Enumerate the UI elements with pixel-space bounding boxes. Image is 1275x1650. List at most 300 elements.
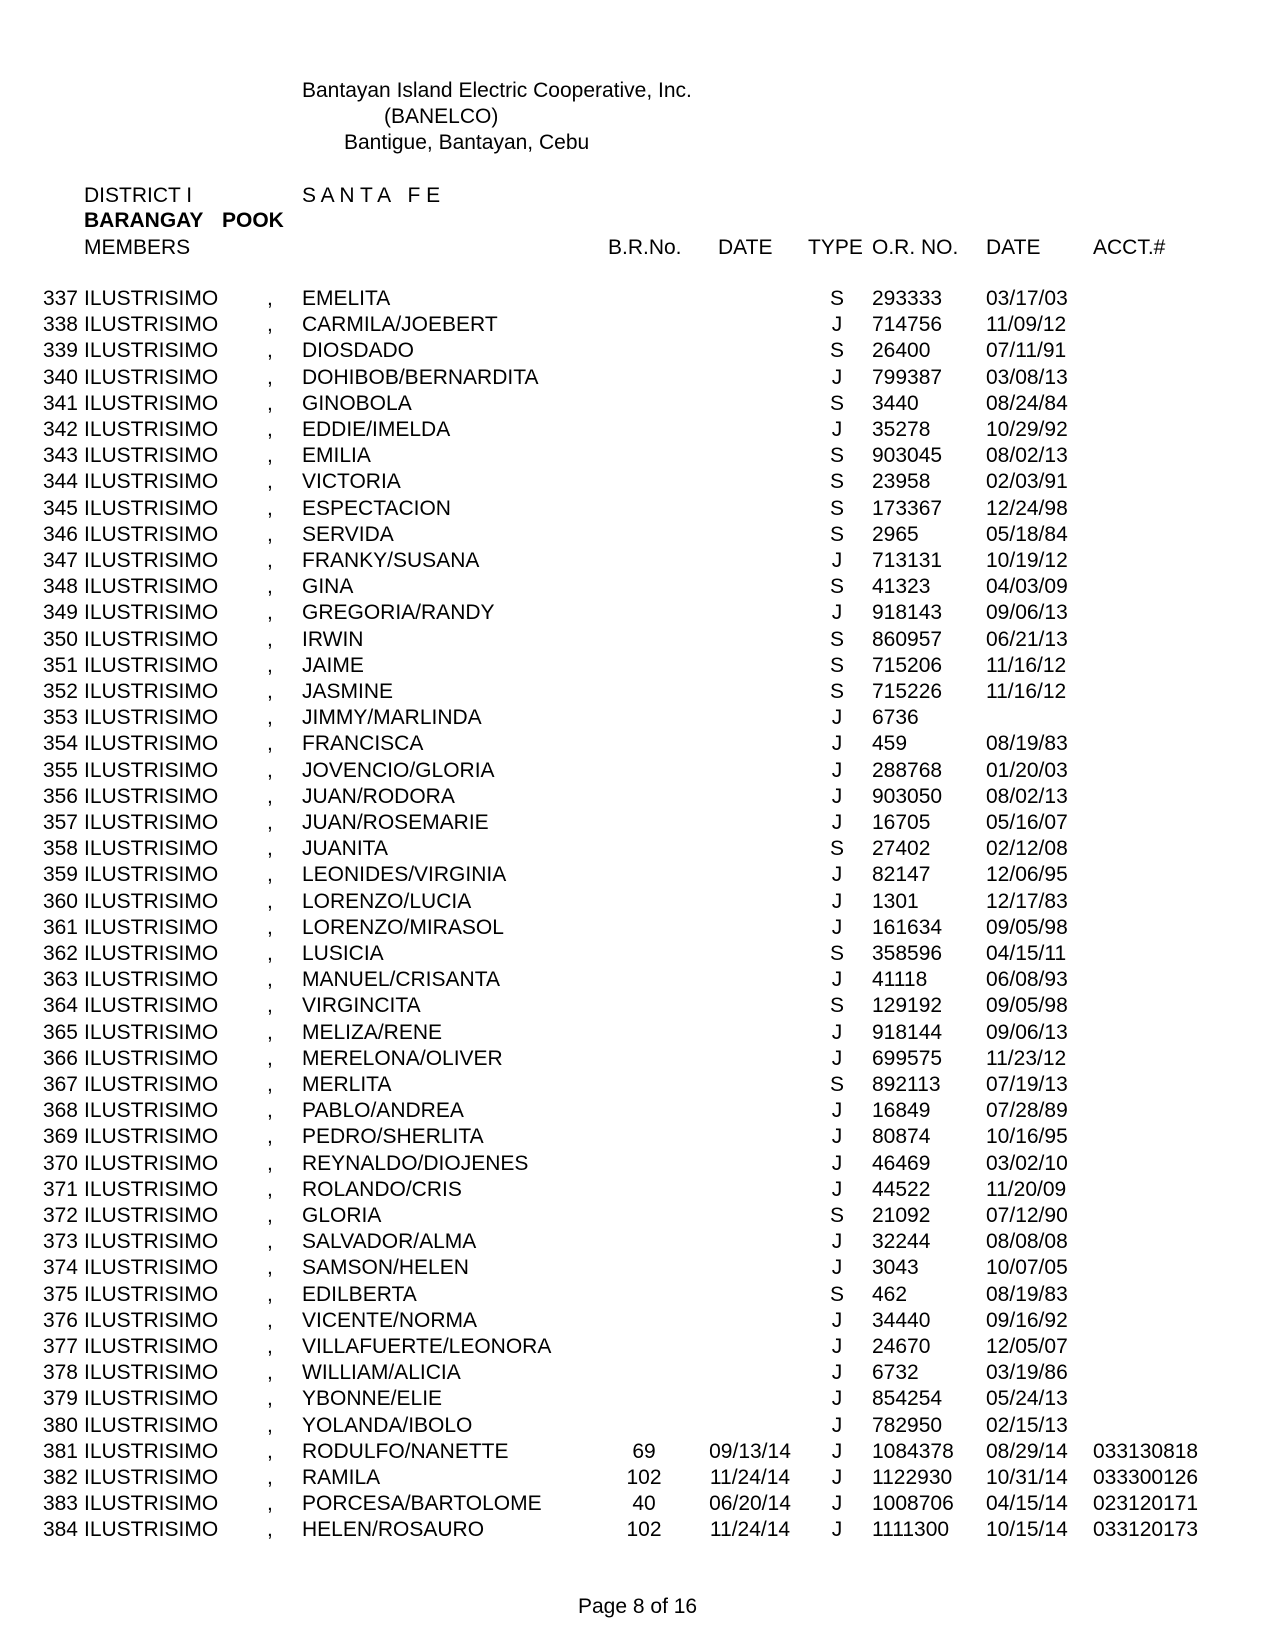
or-date: 04/15/11: [986, 942, 1067, 965]
name-separator: ,: [267, 1518, 273, 1542]
table-row: [0, 1362, 1275, 1388]
member-first-names: ROLANDO/CRIS: [302, 1177, 462, 1201]
member-first-names: FRANCISCA: [302, 732, 424, 756]
row-number: 356: [42, 784, 78, 808]
or-date: 11/20/09: [986, 1177, 1067, 1201]
name-separator: ,: [267, 680, 273, 703]
name-separator: ,: [267, 1046, 273, 1070]
or-date: 03/08/13: [986, 365, 1068, 389]
or-number: 2965: [872, 522, 919, 546]
or-date: 08/02/13: [986, 444, 1068, 468]
member-first-names: JAIME: [302, 653, 364, 677]
name-separator: ,: [267, 1151, 273, 1175]
or-number: 713131: [872, 549, 943, 572]
row-number: 347: [42, 549, 78, 572]
membership-type: S: [829, 1204, 844, 1227]
account-number: 023120171: [1093, 1492, 1199, 1516]
column-header-br-no: B.R.No.: [608, 236, 682, 259]
member-first-names: VILLAFUERTE/LEONORA: [302, 1335, 552, 1358]
member-last-name: ILUSTRISIMO: [84, 732, 219, 756]
table-row: [0, 943, 1275, 969]
or-date: 05/16/07: [986, 811, 1068, 834]
row-number: 384: [42, 1518, 78, 1542]
membership-type: S: [829, 391, 844, 415]
table-row: [0, 995, 1275, 1021]
or-number: 892113: [872, 1073, 941, 1096]
member-first-names: VICTORIA: [302, 470, 401, 494]
name-separator: ,: [267, 1020, 273, 1044]
table-row: [0, 340, 1275, 366]
or-number: 918144: [872, 1020, 943, 1044]
table-row: [0, 550, 1275, 576]
or-number: 26400: [872, 339, 931, 363]
membership-type: J: [831, 1439, 843, 1463]
row-number: 372: [42, 1204, 78, 1227]
or-number: 6736: [872, 706, 919, 730]
membership-type: S: [829, 680, 844, 703]
table-row: [0, 393, 1275, 419]
account-number: 033300126: [1093, 1466, 1199, 1489]
member-last-name: ILUSTRISIMO: [84, 1387, 219, 1411]
row-number: 370: [42, 1151, 78, 1175]
row-number: 346: [42, 522, 78, 546]
member-last-name: ILUSTRISIMO: [84, 968, 219, 992]
or-date: 08/19/83: [986, 1282, 1068, 1306]
or-date: 08/19/83: [986, 732, 1068, 756]
name-separator: ,: [267, 1125, 273, 1149]
table-row: [0, 471, 1275, 497]
membership-type: J: [831, 889, 843, 913]
row-number: 368: [42, 1099, 78, 1123]
column-header-date: DATE: [718, 236, 773, 259]
name-separator: ,: [267, 811, 273, 834]
membership-type: J: [831, 418, 843, 441]
name-separator: ,: [267, 522, 273, 546]
member-last-name: ILUSTRISIMO: [84, 313, 219, 337]
member-last-name: ILUSTRISIMO: [84, 1335, 219, 1358]
member-last-name: ILUSTRISIMO: [84, 1099, 219, 1123]
name-separator: ,: [267, 1492, 273, 1516]
membership-type: J: [831, 1177, 843, 1201]
row-number: 380: [42, 1413, 78, 1437]
membership-type: J: [831, 1230, 843, 1254]
br-number: 102: [626, 1466, 662, 1489]
member-last-name: ILUSTRISIMO: [84, 1492, 219, 1516]
membership-type: S: [829, 837, 844, 861]
or-date: 09/16/92: [986, 1308, 1068, 1332]
or-date: 10/15/14: [986, 1518, 1068, 1542]
membership-type: J: [831, 1361, 843, 1385]
row-number: 361: [42, 915, 78, 939]
member-first-names: GINA: [302, 575, 354, 599]
membership-type: J: [831, 915, 843, 939]
membership-type: J: [831, 1256, 843, 1280]
member-first-names: EDDIE/IMELDA: [302, 418, 451, 441]
name-separator: ,: [267, 339, 273, 363]
or-number: 44522: [872, 1177, 931, 1201]
table-row: [0, 1388, 1275, 1414]
or-number: 1122930: [872, 1466, 953, 1489]
name-separator: ,: [267, 732, 273, 756]
org-abbreviation: (BANELCO): [384, 105, 499, 128]
column-header-or-date: DATE: [986, 236, 1041, 259]
membership-type: J: [831, 863, 843, 887]
or-date: 07/28/89: [986, 1099, 1068, 1123]
row-number: 367: [42, 1073, 78, 1096]
member-first-names: PORCESA/BARTOLOME: [302, 1492, 542, 1516]
member-last-name: ILUSTRISIMO: [84, 653, 219, 677]
table-row: [0, 1441, 1275, 1467]
name-separator: ,: [267, 784, 273, 808]
member-last-name: ILUSTRISIMO: [84, 1413, 219, 1437]
or-date: 08/08/08: [986, 1230, 1068, 1254]
or-number: 715206: [872, 653, 943, 677]
member-last-name: ILUSTRISIMO: [84, 365, 219, 389]
name-separator: ,: [267, 915, 273, 939]
member-last-name: ILUSTRISIMO: [84, 1230, 219, 1254]
row-number: 339: [42, 339, 78, 363]
table-row: [0, 812, 1275, 838]
member-first-names: GLORIA: [302, 1204, 382, 1227]
member-first-names: JUAN/RODORA: [302, 784, 455, 808]
name-separator: ,: [267, 758, 273, 782]
or-date: 07/12/90: [986, 1204, 1068, 1227]
or-date: 01/20/03: [986, 758, 1068, 782]
member-last-name: ILUSTRISIMO: [84, 339, 219, 363]
or-date: 10/29/92: [986, 418, 1068, 441]
table-row: [0, 288, 1275, 314]
membership-type: S: [829, 575, 844, 599]
member-first-names: RAMILA: [302, 1466, 381, 1489]
or-number: 16849: [872, 1099, 931, 1123]
row-number: 353: [42, 706, 78, 730]
member-last-name: ILUSTRISIMO: [84, 1518, 219, 1542]
member-last-name: ILUSTRISIMO: [84, 1308, 219, 1332]
member-first-names: MANUEL/CRISANTA: [302, 968, 500, 992]
name-separator: ,: [267, 942, 273, 965]
or-number: 699575: [872, 1046, 943, 1070]
name-separator: ,: [267, 1256, 273, 1280]
member-last-name: ILUSTRISIMO: [84, 444, 219, 468]
or-date: 09/05/98: [986, 915, 1068, 939]
or-date: 09/06/13: [986, 601, 1068, 625]
or-number: 41118: [872, 968, 928, 992]
row-number: 366: [42, 1046, 78, 1070]
member-first-names: CARMILA/JOEBERT: [302, 313, 498, 337]
membership-type: S: [829, 496, 844, 520]
or-date: 08/24/84: [986, 391, 1068, 415]
or-date: 11/16/12: [986, 680, 1067, 703]
or-date: 06/08/93: [986, 968, 1068, 992]
row-number: 362: [42, 942, 78, 965]
column-header-type: TYPE: [808, 236, 863, 259]
column-header-members: MEMBERS: [84, 236, 191, 259]
or-number: 1084378: [872, 1439, 954, 1463]
row-number: 355: [42, 758, 78, 782]
member-last-name: ILUSTRISIMO: [84, 575, 219, 599]
membership-type: S: [829, 994, 844, 1018]
member-last-name: ILUSTRISIMO: [84, 1361, 219, 1385]
or-number: 27402: [872, 837, 931, 861]
membership-type: J: [831, 1466, 843, 1489]
name-separator: ,: [267, 601, 273, 625]
or-date: 11/09/12: [986, 313, 1067, 337]
membership-type: J: [831, 1046, 843, 1070]
member-first-names: RODULFO/NANETTE: [302, 1439, 509, 1463]
name-separator: ,: [267, 837, 273, 861]
member-last-name: ILUSTRISIMO: [84, 1204, 219, 1227]
row-number: 365: [42, 1020, 78, 1044]
or-number: 860957: [872, 627, 943, 651]
member-first-names: JASMINE: [302, 680, 394, 703]
or-number: 80874: [872, 1125, 931, 1149]
name-separator: ,: [267, 994, 273, 1018]
member-first-names: DOHIBOB/BERNARDITA: [302, 365, 539, 389]
table-row: [0, 1126, 1275, 1152]
or-number: 714756: [872, 313, 943, 337]
member-first-names: SALVADOR/ALMA: [302, 1230, 477, 1254]
membership-type: J: [831, 601, 843, 625]
member-last-name: ILUSTRISIMO: [84, 1177, 219, 1201]
or-number: 3043: [872, 1256, 919, 1280]
or-date: 02/12/08: [986, 837, 1068, 861]
row-number: 358: [42, 837, 78, 861]
or-date: 02/15/13: [986, 1413, 1068, 1437]
br-number: 40: [632, 1492, 656, 1516]
membership-type: S: [829, 287, 844, 310]
member-last-name: ILUSTRISIMO: [84, 1282, 219, 1306]
membership-type: J: [831, 1335, 843, 1358]
column-header-acct: ACCT.#: [1093, 236, 1166, 259]
membership-type: J: [831, 365, 843, 389]
member-first-names: YOLANDA/IBOLO: [302, 1413, 473, 1437]
member-first-names: DIOSDADO: [302, 339, 415, 363]
table-row: [0, 707, 1275, 733]
name-separator: ,: [267, 627, 273, 651]
br-date: 11/24/14: [709, 1518, 791, 1542]
or-number: 459: [872, 732, 908, 756]
name-separator: ,: [267, 1177, 273, 1201]
or-number: 24670: [872, 1335, 931, 1358]
member-last-name: ILUSTRISIMO: [84, 942, 219, 965]
member-first-names: MERLITA: [302, 1073, 392, 1096]
membership-type: J: [831, 313, 843, 337]
member-first-names: SAMSON/HELEN: [302, 1256, 469, 1280]
member-last-name: ILUSTRISIMO: [84, 287, 219, 310]
member-first-names: GINOBOLA: [302, 391, 412, 415]
membership-type: J: [831, 1125, 843, 1149]
row-number: 378: [42, 1361, 78, 1385]
or-number: 288768: [872, 758, 943, 782]
table-row: [0, 1467, 1275, 1493]
membership-type: S: [829, 1282, 844, 1306]
table-row: [0, 1048, 1275, 1074]
membership-type: J: [831, 784, 843, 808]
or-date: 02/03/91: [986, 470, 1068, 494]
or-date: 12/17/83: [986, 889, 1068, 913]
or-number: 3440: [872, 391, 919, 415]
org-address: Bantigue, Bantayan, Cebu: [344, 131, 590, 154]
member-last-name: ILUSTRISIMO: [84, 1046, 219, 1070]
membership-type: J: [831, 1518, 843, 1542]
membership-type: S: [829, 522, 844, 546]
name-separator: ,: [267, 549, 273, 572]
or-number: 32244: [872, 1230, 931, 1254]
name-separator: ,: [267, 313, 273, 337]
member-first-names: JIMMY/MARLINDA: [302, 706, 482, 730]
org-name: Bantayan Island Electric Cooperative, Inc.: [302, 79, 692, 102]
or-date: 03/19/86: [986, 1361, 1068, 1385]
table-row: [0, 1179, 1275, 1205]
or-date: 08/02/13: [986, 784, 1068, 808]
table-row: [0, 498, 1275, 524]
or-number: 6732: [872, 1361, 919, 1385]
membership-type: J: [831, 1492, 843, 1516]
name-separator: ,: [267, 653, 273, 677]
row-number: 371: [42, 1177, 78, 1201]
member-last-name: ILUSTRISIMO: [84, 1439, 219, 1463]
name-separator: ,: [267, 1073, 273, 1096]
br-date: 11/24/14: [709, 1466, 791, 1489]
table-row: [0, 655, 1275, 681]
row-number: 381: [42, 1439, 78, 1463]
name-separator: ,: [267, 1308, 273, 1332]
member-last-name: ILUSTRISIMO: [84, 1466, 219, 1489]
table-row: [0, 1415, 1275, 1441]
table-row: [0, 367, 1275, 393]
member-last-name: ILUSTRISIMO: [84, 811, 219, 834]
membership-type: J: [831, 549, 843, 572]
or-number: 35278: [872, 418, 931, 441]
or-date: 07/11/91: [986, 339, 1067, 363]
name-separator: ,: [267, 1413, 273, 1437]
membership-type: J: [831, 1151, 843, 1175]
or-number: 715226: [872, 680, 943, 703]
member-last-name: ILUSTRISIMO: [84, 418, 219, 441]
or-date: 11/23/12: [986, 1046, 1067, 1070]
member-last-name: ILUSTRISIMO: [84, 994, 219, 1018]
or-date: 10/19/12: [986, 549, 1068, 572]
name-separator: ,: [267, 968, 273, 992]
or-number: 173367: [872, 496, 943, 520]
or-date: 09/05/98: [986, 994, 1068, 1018]
member-last-name: ILUSTRISIMO: [84, 706, 219, 730]
table-row: [0, 969, 1275, 995]
or-number: 358596: [872, 942, 943, 965]
or-number: 21092: [872, 1204, 931, 1227]
membership-type: J: [831, 706, 843, 730]
table-row: [0, 681, 1275, 707]
table-row: [0, 1153, 1275, 1179]
br-date: 09/13/14: [709, 1439, 791, 1463]
member-first-names: JUANITA: [302, 837, 388, 861]
member-first-names: YBONNE/ELIE: [302, 1387, 443, 1411]
name-separator: ,: [267, 1230, 273, 1254]
name-separator: ,: [267, 1387, 273, 1411]
member-last-name: ILUSTRISIMO: [84, 1125, 219, 1149]
member-last-name: ILUSTRISIMO: [84, 470, 219, 494]
or-date: 05/24/13: [986, 1387, 1068, 1411]
table-row: [0, 1493, 1275, 1519]
or-number: 129192: [872, 994, 943, 1018]
row-number: 350: [42, 627, 78, 651]
table-row: [0, 838, 1275, 864]
municipality-name: S A N T A F E: [302, 184, 441, 207]
membership-type: S: [829, 942, 844, 965]
membership-type: S: [829, 1073, 844, 1096]
row-number: 373: [42, 1230, 78, 1254]
member-first-names: EMILIA: [302, 444, 371, 468]
member-first-names: SERVIDA: [302, 522, 394, 546]
member-first-names: HELEN/ROSAURO: [302, 1518, 485, 1542]
or-number: 854254: [872, 1387, 943, 1411]
page-number: Page 8 of 16: [578, 1595, 698, 1618]
member-first-names: LORENZO/MIRASOL: [302, 915, 504, 939]
member-last-name: ILUSTRISIMO: [84, 601, 219, 625]
or-number: 462: [872, 1282, 908, 1306]
table-row: [0, 445, 1275, 471]
table-row: [0, 1074, 1275, 1100]
or-date: 04/03/09: [986, 575, 1068, 599]
or-number: 799387: [872, 365, 943, 389]
table-row: [0, 1519, 1275, 1545]
members-table: [0, 288, 1275, 1548]
membership-type: J: [831, 968, 843, 992]
member-last-name: ILUSTRISIMO: [84, 1073, 219, 1096]
membership-type: S: [829, 444, 844, 468]
row-number: 363: [42, 968, 78, 992]
name-separator: ,: [267, 391, 273, 415]
membership-type: J: [831, 1387, 843, 1411]
name-separator: ,: [267, 470, 273, 494]
row-number: 344: [42, 470, 78, 494]
member-first-names: JOVENCIO/GLORIA: [302, 758, 495, 782]
table-row: [0, 1257, 1275, 1283]
or-date: 12/24/98: [986, 496, 1068, 520]
membership-type: J: [831, 1099, 843, 1123]
name-separator: ,: [267, 863, 273, 887]
member-first-names: WILLIAM/ALICIA: [302, 1361, 461, 1385]
row-number: 374: [42, 1256, 78, 1280]
member-first-names: VICENTE/NORMA: [302, 1308, 478, 1332]
or-number: 16705: [872, 811, 931, 834]
or-number: 903045: [872, 444, 943, 468]
member-last-name: ILUSTRISIMO: [84, 391, 219, 415]
row-number: 376: [42, 1308, 78, 1332]
name-separator: ,: [267, 365, 273, 389]
membership-type: J: [831, 1308, 843, 1332]
or-date: 10/31/14: [986, 1466, 1068, 1489]
name-separator: ,: [267, 1466, 273, 1489]
name-separator: ,: [267, 889, 273, 913]
row-number: 359: [42, 863, 78, 887]
member-last-name: ILUSTRISIMO: [84, 627, 219, 651]
membership-type: S: [829, 470, 844, 494]
row-number: 341: [42, 391, 78, 415]
member-first-names: JUAN/ROSEMARIE: [302, 811, 489, 834]
table-row: [0, 917, 1275, 943]
row-number: 351: [42, 653, 78, 677]
table-row: [0, 1231, 1275, 1257]
member-first-names: LUSICIA: [302, 942, 384, 965]
or-date: 09/06/13: [986, 1020, 1068, 1044]
member-last-name: ILUSTRISIMO: [84, 1151, 219, 1175]
table-row: [0, 733, 1275, 759]
barangay-name: POOK: [222, 209, 284, 232]
row-number: 349: [42, 601, 78, 625]
or-number: 46469: [872, 1151, 931, 1175]
member-last-name: ILUSTRISIMO: [84, 1256, 219, 1280]
